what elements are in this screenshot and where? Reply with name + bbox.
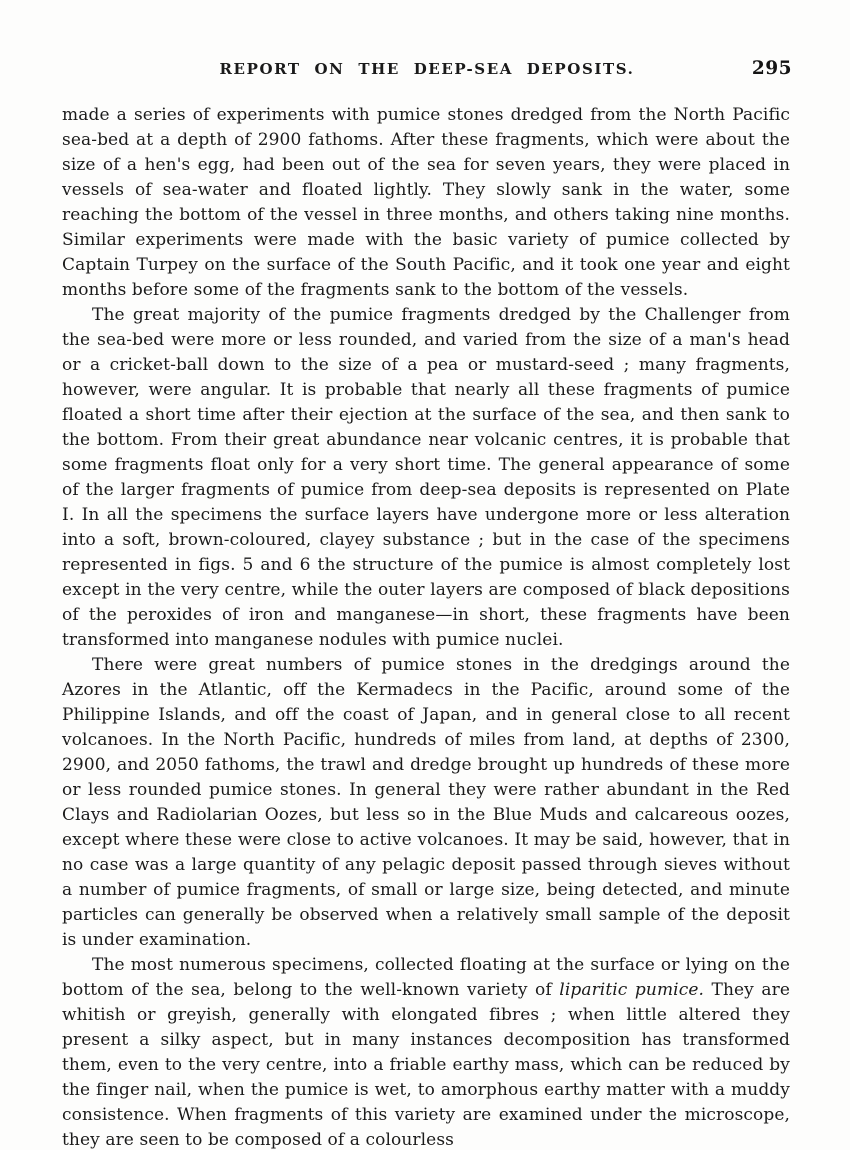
paragraph <box>62 103 790 303</box>
page-number: 295 <box>751 58 792 79</box>
page-title: REPORT ON THE DEEP-SEA DEPOSITS. <box>219 60 635 78</box>
paragraph <box>62 653 790 953</box>
italic-text-run: liparitic pumice. <box>559 980 705 1000</box>
text-run: made a series of experiments with pumice stones dredged from the North Pacific sea-bed at a depth of 2900 fathoms. After these fragments, which were about the size of a hen's egg, had been out of the sea for seven years, they were placed in vessels of sea-water and floated lightly. They slowly sank in the water, some reaching the bottom of the vessel in three months, and others taking nine months. Similar experiments were made with the basic variety of pumice collected by Captain Turpey on the surface of the South Pacific, and it took one year and eight months before some of the fragments sank to the bottom of the vessels. <box>62 105 790 300</box>
paragraph <box>62 953 790 1150</box>
running-head <box>62 60 792 82</box>
text-run: The most numerous specimens, collected floating at the surface or lying on the bottom of the sea, belong to the well-known variety of <box>62 955 790 1000</box>
text-run: The great majority of the pumice fragments dredged by the Challenger from the sea-bed were more or less rounded, and varied from the size of a man's head or a cricket-ball down to the size of a pea or mustard-seed ; many fragments, however, were angular. It is probable that nearly all these fragments of pumice floated a short time after their ejection at the surface of the sea, and then sank to the bottom. From their great abundance near volcanic centres, it is probable that some fragments float only for a very short time. The general appearance of some of the larger fragments of pumice from deep-sea deposits is represented on Plate I. In all the specimens the surface layers have undergone more or less alteration into a soft, brown-coloured, clayey substance ; but in the case of the specimens represented in figs. 5 and 6 the structure of the pumice is almost completely lost except in the very centre, while the outer layers are composed of black depositions of the peroxides of iron and manganese—in short, these fragments have been transformed into manganese nodules with pumice nuclei. <box>62 305 790 650</box>
paragraph <box>62 303 790 653</box>
text-run: They are whitish or greyish, generally with elongated fibres ; when little altered they present a silky aspect, but in many instances decomposition has transformed them, even to the very centre, into a friable earthy mass, which can be reduced by the finger nail, when the pumice is wet, to amorphous earthy matter with a muddy consistence. When fragments of this variety are examined under the microscope, they are seen to be composed of a colourless <box>62 980 791 1150</box>
text-run: There were great numbers of pumice stones in the dredgings around the Azores in the Atlantic, off the Kermadecs in the Pacific, around some of the Philippine Islands, and off the coast of Japan, and in general close to all recent volcanoes. In the North Pacific, hundreds of miles from land, at depths of 2300, 2900, and 2050 fathoms, the trawl and dredge brought up hundreds of these more or less rounded pumice stones. In general they were rather abundant in the Red Clays and Radiolarian Oozes, but less so in the Blue Muds and calcareous oozes, except where these were close to active volcanoes. It may be said, however, that in no case was a large quantity of any pelagic deposit passed through sieves without a number of pumice fragments, of small or large size, being detected, and minute particles can generally be observed when a relatively small sample of the deposit is under examination. <box>62 655 790 950</box>
page-body <box>62 103 790 1150</box>
